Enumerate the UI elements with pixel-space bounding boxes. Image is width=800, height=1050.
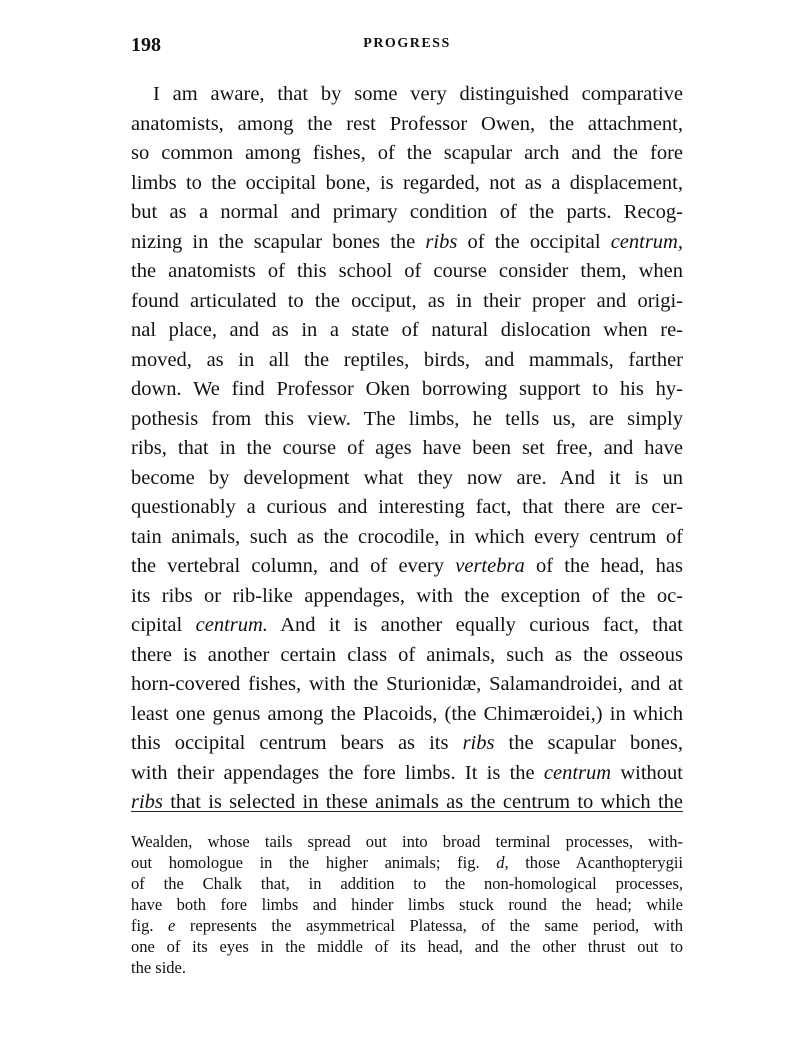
body-italic-text: ribs bbox=[462, 732, 495, 754]
body-text: And it is another equally curious fact, that bbox=[267, 614, 684, 636]
body-line bbox=[131, 169, 683, 199]
body-text: with their appendages the fore limbs. It is the bbox=[131, 761, 544, 784]
body-line bbox=[131, 700, 683, 730]
body-line bbox=[131, 788, 683, 818]
footnote-line bbox=[131, 894, 683, 915]
body-italic-text: ribs bbox=[425, 230, 458, 253]
footnote-line bbox=[131, 936, 683, 957]
footnote-text: represents the asymmetrical Platessa, of the same period, with bbox=[175, 916, 683, 935]
body-text: anatomists, among the rest Professor Owen, the attachment, bbox=[131, 112, 683, 135]
footnote-text: Wealden, whose tails spread out into broad terminal processes, with- bbox=[131, 832, 683, 851]
body-text: I am aware, that by some very distinguished comparative bbox=[153, 83, 683, 105]
body-text: down. We find Professor Oken borrowing support to his hy- bbox=[131, 378, 683, 400]
body-line bbox=[131, 405, 683, 435]
footnote-line bbox=[131, 831, 683, 852]
body-italic-text: vertebra bbox=[455, 555, 525, 577]
footnote-text: of the Chalk that, in addition to the non-homological processes, bbox=[131, 874, 683, 893]
body-line bbox=[131, 316, 683, 346]
footnote-line bbox=[131, 957, 683, 978]
body-text: but as a normal and primary condition of the parts. Recog- bbox=[131, 201, 683, 223]
footnote-line bbox=[131, 873, 683, 894]
body-text: without bbox=[611, 761, 683, 784]
body-line bbox=[131, 523, 683, 553]
footnote bbox=[131, 831, 683, 978]
body-line bbox=[131, 198, 683, 228]
body-text: horn-covered fishes, with the Sturionidæ, Salamandroidei, and at bbox=[131, 673, 683, 695]
footnote-italic-text: d, bbox=[496, 853, 509, 872]
footnote-text: have both fore limbs and hinder limbs stuck round the head; while bbox=[131, 895, 683, 914]
footnote-text: one of its eyes in the middle of its head, and the other thrust out to bbox=[131, 937, 683, 956]
body-text: limbs to the occipital bone, is regarded, not as a displacement, bbox=[131, 171, 683, 194]
body-text: of the occipital bbox=[457, 230, 611, 253]
body-italic-text: centrum bbox=[543, 761, 612, 784]
body-text bbox=[131, 80, 683, 818]
body-text: moved, as in all the reptiles, birds, and mammals, farther bbox=[131, 348, 683, 371]
body-line bbox=[131, 110, 683, 140]
body-text: its ribs or rib-like appendages, with the exception of the oc- bbox=[131, 584, 683, 607]
body-text: found articulated to the occiput, as in their proper and origi- bbox=[131, 289, 683, 312]
body-line bbox=[131, 582, 683, 612]
body-line bbox=[131, 641, 683, 671]
body-line bbox=[131, 346, 683, 376]
body-line bbox=[131, 257, 683, 287]
body-italic-text: centrum, bbox=[610, 230, 683, 253]
running-header bbox=[131, 34, 683, 58]
body-text: become by development what they now are. And it is un bbox=[131, 466, 683, 489]
body-line bbox=[131, 434, 683, 464]
body-line bbox=[131, 139, 683, 169]
body-line bbox=[131, 611, 683, 641]
footnote-italic-text: e bbox=[168, 916, 176, 935]
body-text: cipital bbox=[131, 614, 196, 636]
body-italic-text: centrum. bbox=[195, 614, 268, 636]
body-text: that is selected in these animals as the centrum to which the bbox=[162, 791, 683, 813]
body-text: pothesis from this view. The limbs, he tells us, are simply bbox=[131, 407, 683, 430]
body-line bbox=[131, 729, 683, 759]
footnote-text: the side. bbox=[131, 958, 186, 977]
footnote-text: those Acanthopterygii bbox=[508, 853, 683, 872]
body-text: questionably a curious and interesting fact, that there are cer- bbox=[131, 496, 683, 518]
footnote-line bbox=[131, 915, 683, 936]
body-line bbox=[131, 552, 683, 582]
body-line bbox=[131, 670, 683, 700]
footnote-divider bbox=[131, 811, 683, 812]
body-line bbox=[131, 493, 683, 523]
body-italic-text: ribs bbox=[131, 791, 163, 813]
body-text: nal place, and as in a state of natural dislocation when re- bbox=[131, 319, 683, 341]
body-text: the scapular bones, bbox=[494, 732, 684, 754]
body-text: least one genus among the Placoids, (the Chimæroidei,) in which bbox=[131, 702, 683, 725]
footnote-text: fig. bbox=[131, 916, 169, 935]
body-text: nizing in the scapular bones the bbox=[131, 230, 426, 253]
body-line bbox=[131, 287, 683, 317]
body-text: the vertebral column, and of every bbox=[131, 555, 456, 577]
footnote-line bbox=[131, 852, 683, 873]
body-text: of the head, has bbox=[524, 555, 683, 577]
body-text: this occipital centrum bears as its bbox=[131, 732, 463, 754]
body-line bbox=[131, 759, 683, 789]
body-line bbox=[131, 80, 683, 110]
body-text: there is another certain class of animals, such as the osseous bbox=[131, 643, 683, 666]
body-line bbox=[131, 375, 683, 405]
body-text: tain animals, such as the crocodile, in which every centrum of bbox=[131, 525, 683, 548]
footnote-text: out homologue in the higher animals; fig. bbox=[131, 853, 497, 872]
running-title: PROGRESS bbox=[363, 36, 451, 51]
page-number: 198 bbox=[131, 34, 161, 56]
body-line bbox=[131, 228, 683, 258]
body-line bbox=[131, 464, 683, 494]
body-text: so common among fishes, of the scapular arch and the fore bbox=[131, 142, 683, 164]
body-text: the anatomists of this school of course consider them, when bbox=[131, 260, 683, 282]
body-text: ribs, that in the course of ages have been set free, and have bbox=[131, 437, 683, 459]
